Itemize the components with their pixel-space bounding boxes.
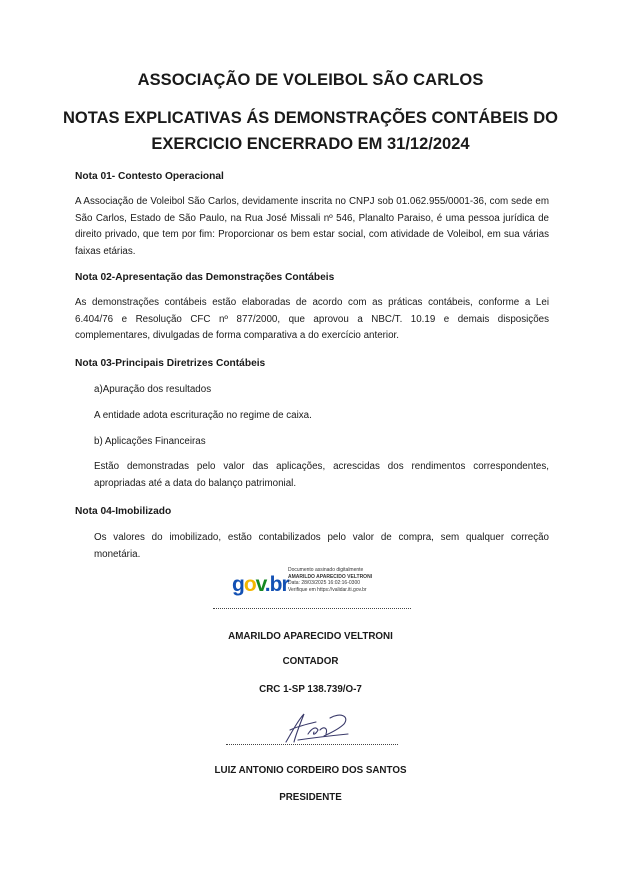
verification-url: Verifique em https://validar.iti.gov.br <box>288 586 367 593</box>
nota01-heading: Nota 01- Contesto Operacional <box>75 171 224 182</box>
govbr-logo: gov.br <box>232 573 289 596</box>
nota04-text: Os valores do imobilizado, estão contabilizados pelo valor de compra, sem qualquer correção monetária. <box>94 532 549 560</box>
nota03-item-b-text: Estão demonstradas pelo valor das aplicações, acrescidas dos rendimentos correspondentes, apropriadas até a data do balanço patrimonial. <box>94 461 549 489</box>
document-title-line1: NOTAS EXPLICATIVAS ÁS DEMONSTRAÇÕES CONTÁBEIS DO <box>62 109 559 127</box>
nota03-item-b-label: b) Aplicações Financeiras <box>94 436 206 447</box>
digital-signature-stamp <box>232 566 412 606</box>
nota01-text: A Associação de Voleibol São Carlos, devidamente inscrita no CNPJ sob 01.062.955/0001-36, com sede em São Carlos, Estado de São Paulo, na Rua José Missali nº 546, Planalto Paraiso, é uma pessoa jurídica de direito privado, que tem por fim: Proporcionar os bem estar social, com atividade de Voleibol, em sua várias faixas etárias. <box>75 196 549 257</box>
signatory1-name: AMARILDO APARECIDO VELTRONI <box>228 631 393 642</box>
nota02-text: As demonstrações contábeis estão elaboradas de acordo com as práticas contábeis, conforme a Lei 6.404/76 e Resolução CFC nº 877/2000, que aprovou a NBC/T. 10.19 e demais disposições complementares, divulgadas de forma comparativa a do exercício anterior. <box>75 297 549 341</box>
signature-line-2 <box>226 744 398 745</box>
nota03-item-a-label: a)Apuração dos resultados <box>94 384 212 395</box>
nota03-heading: Nota 03-Principais Diretrizes Contábeis <box>75 358 266 369</box>
digital-signature-details <box>288 567 372 593</box>
document-title-line2: EXERCICIO ENCERRADO EM 31/12/2024 <box>151 135 470 153</box>
signature-caption: Documento assinado digitalmente <box>288 567 364 573</box>
signer-name: AMARILDO APARECIDO VELTRONI <box>288 573 373 580</box>
nota02-heading: Nota 02-Apresentação das Demonstrações Contábeis <box>75 272 335 283</box>
handwritten-signature <box>278 708 358 748</box>
signatory2-role: PRESIDENTE <box>279 792 342 803</box>
nota03-item-a-text: A entidade adota escrituração no regime de caixa. <box>94 410 312 421</box>
signature-line-1 <box>213 608 411 609</box>
signature-date: Data: 28/03/2025 16:02:16-0300 <box>288 580 361 587</box>
signatory2-name: LUIZ ANTONIO CORDEIRO DOS SANTOS <box>214 765 407 776</box>
organization-title: ASSOCIAÇÃO DE VOLEIBOL SÃO CARLOS <box>137 71 484 89</box>
signatory1-crc: CRC 1-SP 138.739/O-7 <box>259 684 362 695</box>
signatory1-role: CONTADOR <box>282 656 339 667</box>
nota04-heading: Nota 04-Imobilizado <box>75 506 172 517</box>
document-title <box>60 105 561 157</box>
